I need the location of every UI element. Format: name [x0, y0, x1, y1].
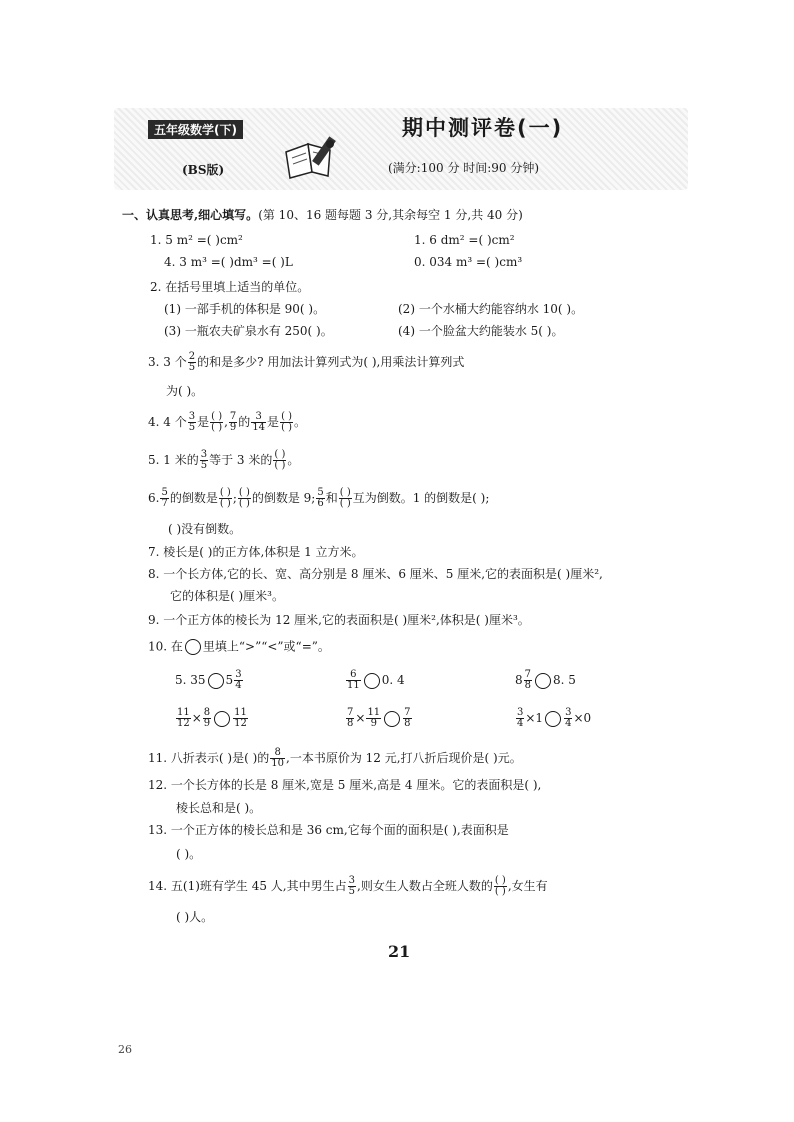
q14-blank-fraction: [494, 876, 507, 897]
q14-fraction: [348, 876, 356, 897]
section-note: (第 10、16 题每题 3 分,其余每空 1 分,共 40 分): [258, 208, 523, 222]
q6-blank-fraction-2: [238, 488, 251, 509]
q6-line2: ( )没有倒数。: [168, 522, 242, 536]
q10-6-n2: 3: [565, 707, 572, 718]
q10-6-times-zero: ×0: [573, 711, 592, 725]
q10-stem: [148, 639, 330, 655]
q4: [148, 412, 306, 433]
q10-5-times: ×: [355, 711, 366, 725]
q13-line1: 13. 一个正方体的棱长总和是 36 cm,它每个面的面积是( ),表面积是: [148, 823, 509, 837]
q10-2-n: 6: [346, 670, 361, 681]
q6-blank-den-1: ( ): [219, 498, 231, 509]
q10-1-whole: 5: [225, 673, 234, 687]
q2-a: (1) 一部手机的体积是 90( )。: [164, 302, 326, 316]
q10-5-n2: 11: [367, 707, 381, 718]
q10-4-d1: 12: [177, 718, 190, 729]
answer-circle[interactable]: [545, 711, 561, 727]
answer-circle[interactable]: [208, 673, 224, 689]
q10-3-fraction: [524, 670, 532, 691]
q4-d2: 9: [229, 422, 237, 433]
answer-circle[interactable]: [535, 673, 551, 689]
q10-2-fraction: [346, 670, 361, 691]
q6-blank-den-3: ( ): [339, 498, 351, 509]
answer-circle[interactable]: [214, 711, 230, 727]
q14-blank-num: ( ): [494, 875, 506, 886]
q14-blank-den: ( ): [494, 886, 506, 897]
q10-3-whole: 8: [515, 673, 523, 687]
q10-4-d3: 12: [234, 718, 247, 729]
q6-text-2: ;: [232, 491, 237, 505]
q3-numerator: 2: [188, 351, 196, 362]
q10-6-d1: 4: [517, 718, 524, 729]
corner-page-number: 26: [118, 1043, 132, 1056]
q10-1-fraction: [234, 670, 242, 691]
q5-blank-fraction: [273, 450, 286, 471]
q4-d3: 14: [252, 422, 266, 433]
q10-5-fraction-2: [366, 708, 381, 729]
q4-comma: ,: [224, 415, 228, 429]
q3-text: 的和是多少? 用加法计算列式为( ),用乘法计算列式: [197, 355, 465, 369]
q3-denominator: 5: [188, 362, 196, 373]
page-number: 21: [388, 942, 411, 961]
q10-5-fraction-3: [403, 708, 411, 729]
q10-item-5: [345, 708, 413, 729]
q10-5-n3: 7: [404, 707, 411, 718]
q10-2-right: 0. 4: [381, 673, 405, 687]
q6-text-3: 的倒数是 9;: [251, 491, 316, 505]
q10-3-n: 7: [524, 669, 532, 680]
q2-c: (3) 一瓶农夫矿泉水有 250( )。: [164, 324, 333, 338]
q12-line2: 棱长总和是( )。: [176, 801, 262, 815]
q9: 9. 一个正方体的棱长为 12 厘米,它的表面积是( )厘米²,体积是( )厘米³。: [148, 613, 530, 627]
q10-4-n3: 11: [234, 707, 247, 718]
q5-text: 等于 3 米的: [209, 453, 273, 467]
q4-blank-num-2: ( ): [281, 411, 293, 422]
q4-n1: 3: [188, 411, 196, 422]
q11-fraction: [270, 748, 285, 769]
q4-text-3: 是: [267, 415, 280, 429]
q10-item-3: [515, 670, 576, 691]
q3-line2: 为( )。: [166, 384, 204, 398]
q11-text: ,一本书原价为 12 元,打八折后现价是( )元。: [286, 751, 522, 765]
q6-text-1: 的倒数是: [169, 491, 218, 505]
q6-line1: [148, 488, 489, 509]
q6-blank-fraction-3: [339, 488, 352, 509]
answer-circle[interactable]: [364, 673, 380, 689]
q10-4-n1: 11: [177, 707, 190, 718]
q6-text-4: 和: [325, 491, 338, 505]
q10-4-times: ×: [191, 711, 202, 725]
q6-blank-num-3: ( ): [339, 487, 351, 498]
q11-d: 10: [271, 758, 284, 769]
q4-blank-den-1: ( ): [211, 422, 223, 433]
q2-d: (4) 一个脸盆大约能装水 5( )。: [398, 324, 564, 338]
q10-stem-text: 里填上“>”“<”或“=”。: [202, 639, 330, 654]
q10-4-n2: 8: [203, 707, 211, 718]
q10-6-fraction-1: [516, 708, 524, 729]
q2-stem: 2. 在括号里填上适当的单位。: [150, 280, 310, 294]
q4-blank-num-1: ( ): [211, 411, 223, 422]
q6-d2: 6: [317, 498, 324, 509]
q5-blank-num: ( ): [274, 449, 286, 460]
q10-4-fraction-3: [233, 708, 248, 729]
q6-blank-fraction-1: [219, 488, 232, 509]
q4-d1: 5: [188, 422, 196, 433]
q13-line2: ( )。: [176, 847, 202, 861]
q6-blank-num-2: ( ): [238, 487, 250, 498]
q3-prefix: 3. 3 个: [148, 355, 187, 369]
q1-b: 1. 6 dm² =( )cm²: [414, 233, 515, 247]
q4-text-1: 是: [197, 415, 210, 429]
section-title: 一、认真思考,细心填写。: [122, 208, 259, 222]
q4-n3: 3: [251, 412, 266, 423]
q7: 7. 棱长是( )的正方体,体积是 1 立方米。: [148, 545, 364, 559]
section-heading: [122, 208, 523, 222]
q12-line1: 12. 一个长方体的长是 8 厘米,宽是 5 厘米,高是 4 厘米。它的表面积是( ),: [148, 778, 542, 792]
q8-line1: 8. 一个长方体,它的长、宽、高分别是 8 厘米、6 厘米、5 厘米,它的表面积是( )厘米²,: [148, 567, 603, 581]
q6-fraction-1: [160, 488, 168, 509]
q14-line2: ( )人。: [176, 910, 214, 924]
q4-end: 。: [294, 415, 307, 429]
q4-fraction-3: [251, 412, 266, 433]
q4-blank-den-2: ( ): [281, 422, 293, 433]
q10-6-d2: 4: [565, 718, 572, 729]
q10-2-d: 11: [347, 680, 360, 691]
q10-6-fraction-2: [564, 708, 572, 729]
q5-prefix: 5. 1 米的: [148, 453, 199, 467]
q14-n: 3: [348, 875, 355, 886]
q6-text-5: 互为倒数。1 的倒数是( );: [352, 491, 490, 505]
q10-5-d3: 8: [404, 718, 411, 729]
q2-b: (2) 一个水桶大约能容纳水 10( )。: [398, 302, 584, 316]
q10-4-fraction-2: [203, 708, 211, 729]
answer-circle[interactable]: [384, 711, 400, 727]
q10-3-d: 8: [524, 680, 532, 691]
q5-fraction: [200, 450, 208, 471]
book-pencil-icon: [282, 134, 342, 182]
q5-blank-den: ( ): [274, 460, 286, 471]
q4-blank-fraction-2: [280, 412, 293, 433]
q6-n2: 5: [317, 487, 324, 498]
q6-n1: 5: [161, 487, 168, 498]
q6-blank-den-2: ( ): [238, 498, 250, 509]
q14-line1: [148, 876, 548, 897]
q10-item-4: [175, 708, 249, 729]
q5-end: 。: [287, 453, 300, 467]
q10-6-n1: 3: [517, 707, 524, 718]
q10-5-d2: 9: [370, 718, 377, 729]
q10-item-2: [345, 670, 405, 691]
q10-stem-prefix: 10. 在: [148, 639, 183, 654]
q10-6-times-one: ×1: [525, 711, 544, 725]
q10-item-1: [175, 670, 244, 691]
q10-5-d1: 8: [347, 718, 354, 729]
q5: [148, 450, 299, 471]
q14-d: 5: [348, 886, 355, 897]
q4-prefix: 4. 4 个: [148, 415, 187, 429]
q8-line2: 它的体积是( )厘米³。: [170, 589, 284, 603]
page-title: 期中测评卷(一): [402, 116, 564, 140]
q1-a: 1. 5 m² =( )cm²: [150, 233, 243, 247]
q11-n: 8: [270, 748, 285, 759]
q1-c: 4. 3 m³ =( )dm³ =( )L: [164, 255, 293, 269]
q10-4-fraction-1: [176, 708, 191, 729]
q3-line1: [148, 352, 464, 373]
q6-prefix: 6.: [148, 491, 160, 505]
compare-circle-icon: [185, 639, 201, 655]
q4-text-2: 的: [238, 415, 251, 429]
q14-prefix: 14. 五(1)班有学生 45 人,其中男生占: [148, 879, 347, 893]
q14-text: ,则女生人数占全班人数的: [357, 879, 493, 893]
q10-1-n: 3: [235, 669, 242, 680]
q6-blank-num-1: ( ): [219, 487, 231, 498]
q14-end: ,女生有: [507, 879, 548, 893]
q5-n: 3: [200, 449, 208, 460]
q10-5-n1: 7: [347, 707, 354, 718]
q4-blank-fraction-1: [210, 412, 223, 433]
q10-3-right: 8. 5: [553, 673, 576, 687]
q10-1-left: 5. 35: [175, 673, 206, 687]
q4-fraction-1: [188, 412, 196, 433]
q10-item-6: [515, 708, 591, 729]
q11-prefix: 11. 八折表示( )是( )的: [148, 751, 270, 765]
score-time-info: (满分:100 分 时间:90 分钟): [388, 161, 540, 175]
q11: [148, 748, 522, 769]
q1-d: 0. 034 m³ =( )cm³: [414, 255, 523, 269]
q10-4-d2: 9: [203, 718, 211, 729]
edition-label: (BS版): [182, 163, 225, 177]
q6-fraction-2: [316, 488, 324, 509]
q4-n2: 7: [229, 411, 237, 422]
q10-5-fraction-1: [346, 708, 354, 729]
grade-tag: 五年级数学(下): [148, 120, 243, 139]
q4-fraction-2: [229, 412, 237, 433]
q5-d: 5: [200, 460, 208, 471]
q3-fraction: [188, 352, 196, 373]
q10-1-d: 4: [235, 680, 242, 691]
q6-d1: 7: [161, 498, 168, 509]
